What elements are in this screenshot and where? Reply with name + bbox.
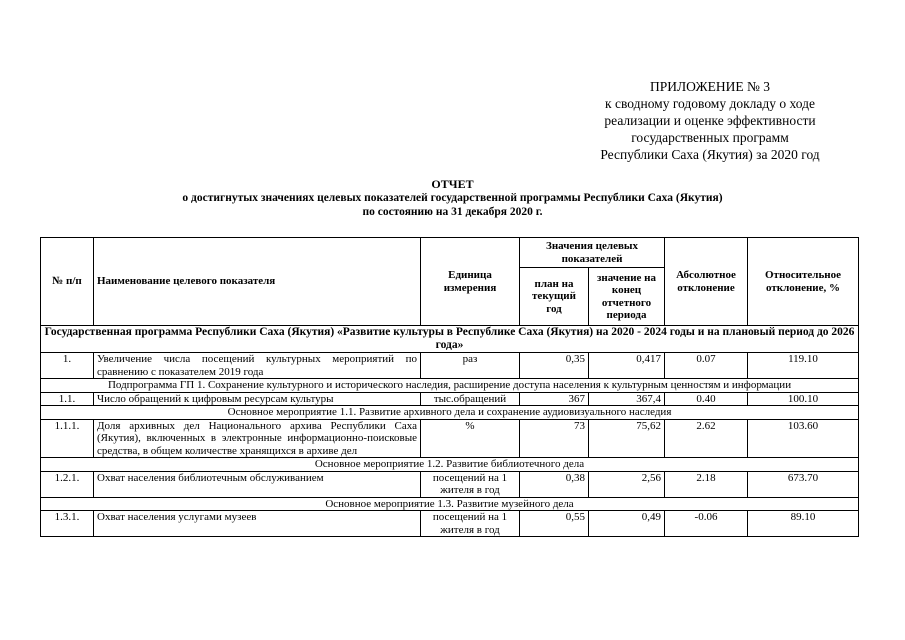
appendix-block <box>540 78 880 163</box>
indicator-name: Увеличение числа посещений культурных мероприятий по сравнению с показателем 2019 года <box>94 353 421 379</box>
plan-value: 0,35 <box>520 353 589 379</box>
section-title: Основное мероприятие 1.2. Развитие библиотечного дела <box>41 458 859 472</box>
abs-deviation-value: 0.40 <box>665 392 748 406</box>
report-subtitle: о достигнутых значениях целевых показателей государственной программы Республики Саха (Якутия) <box>182 192 723 204</box>
actual-value: 367,4 <box>589 392 665 406</box>
rel-deviation-value: 673.70 <box>748 471 859 497</box>
report-heading <box>40 177 865 219</box>
header-name: Наименование целевого показателя <box>94 238 421 326</box>
actual-value: 0,49 <box>589 511 665 537</box>
indicator-name: Доля архивных дел Национального архива Республики Саха (Якутия), включенных в электронные информационно-поисковые средства, в общем количестве хранящихся в архиве дел <box>94 419 421 458</box>
actual-value: 75,62 <box>589 419 665 458</box>
table-row <box>41 419 859 458</box>
plan-value: 0,55 <box>520 511 589 537</box>
section-row <box>41 379 859 393</box>
header-actual: значение на конец отчетного периода <box>589 268 665 326</box>
report-date: по состоянию на 31 декабря 2020 г. <box>362 206 543 218</box>
section-title: Подпрограмма ГП 1. Сохранение культурного и исторического наследия, расширение доступа населения к культурным ценностям и информации <box>41 379 859 393</box>
unit-cell: % <box>421 419 520 458</box>
header-plan: план на текущий год <box>520 268 589 326</box>
plan-value: 73 <box>520 419 589 458</box>
plan-value: 0,38 <box>520 471 589 497</box>
header-values-group: Значения целевых показателей <box>520 238 665 268</box>
actual-value: 0,417 <box>589 353 665 379</box>
table-row <box>41 392 859 406</box>
header-num: № п/п <box>41 238 94 326</box>
report-title: ОТЧЕТ <box>431 177 474 191</box>
indicators-table <box>40 237 859 537</box>
actual-value: 2,56 <box>589 471 665 497</box>
rel-deviation-value: 100.10 <box>748 392 859 406</box>
program-title: Государственная программа Республики Саха (Якутия) «Развитие культуры в Республике Саха (Якутия) на 2020 - 2024 годы и на плановый период до 2026 года» <box>41 326 859 353</box>
indicator-name: Охват населения услугами музеев <box>94 511 421 537</box>
appendix-line: Республики Саха (Якутия) за 2020 год <box>600 147 820 162</box>
plan-value: 367 <box>520 392 589 406</box>
row-num: 1.2.1. <box>41 471 94 497</box>
table-row <box>41 471 859 497</box>
abs-deviation-value: 2.18 <box>665 471 748 497</box>
appendix-line: государственных программ <box>631 130 789 145</box>
unit-cell: посещений на 1 жителя в год <box>421 511 520 537</box>
appendix-line: к сводному годовому докладу о ходе <box>605 96 815 111</box>
unit-cell: посещений на 1 жителя в год <box>421 471 520 497</box>
rel-deviation-value: 103.60 <box>748 419 859 458</box>
unit-cell: раз <box>421 353 520 379</box>
rel-deviation-value: 119.10 <box>748 353 859 379</box>
section-row <box>41 406 859 420</box>
row-num: 1.1.1. <box>41 419 94 458</box>
header-abs-deviation: Абсолютное отклонение <box>665 238 748 326</box>
appendix-title: ПРИЛОЖЕНИЕ № 3 <box>649 79 771 94</box>
indicator-name: Охват населения библиотечным обслуживанием <box>94 471 421 497</box>
abs-deviation-value: 2.62 <box>665 419 748 458</box>
abs-deviation-value: 0.07 <box>665 353 748 379</box>
table-row <box>41 353 859 379</box>
row-num: 1. <box>41 353 94 379</box>
row-num: 1.1. <box>41 392 94 406</box>
section-title: Основное мероприятие 1.1. Развитие архивного дела и сохранение аудиовизуального наследия <box>41 406 859 420</box>
rel-deviation-value: 89.10 <box>748 511 859 537</box>
section-title: Основное мероприятие 1.3. Развитие музейного дела <box>41 497 859 511</box>
unit-cell: тыс.обращений <box>421 392 520 406</box>
header-unit: Единица измерения <box>421 238 520 326</box>
indicator-name: Число обращений к цифровым ресурсам культуры <box>94 392 421 406</box>
appendix-line: реализации и оценке эффективности <box>604 113 816 128</box>
row-num: 1.3.1. <box>41 511 94 537</box>
section-row <box>41 458 859 472</box>
header-rel-deviation: Относительное отклонение, % <box>748 238 859 326</box>
table-row <box>41 511 859 537</box>
abs-deviation-value: -0.06 <box>665 511 748 537</box>
section-row <box>41 497 859 511</box>
